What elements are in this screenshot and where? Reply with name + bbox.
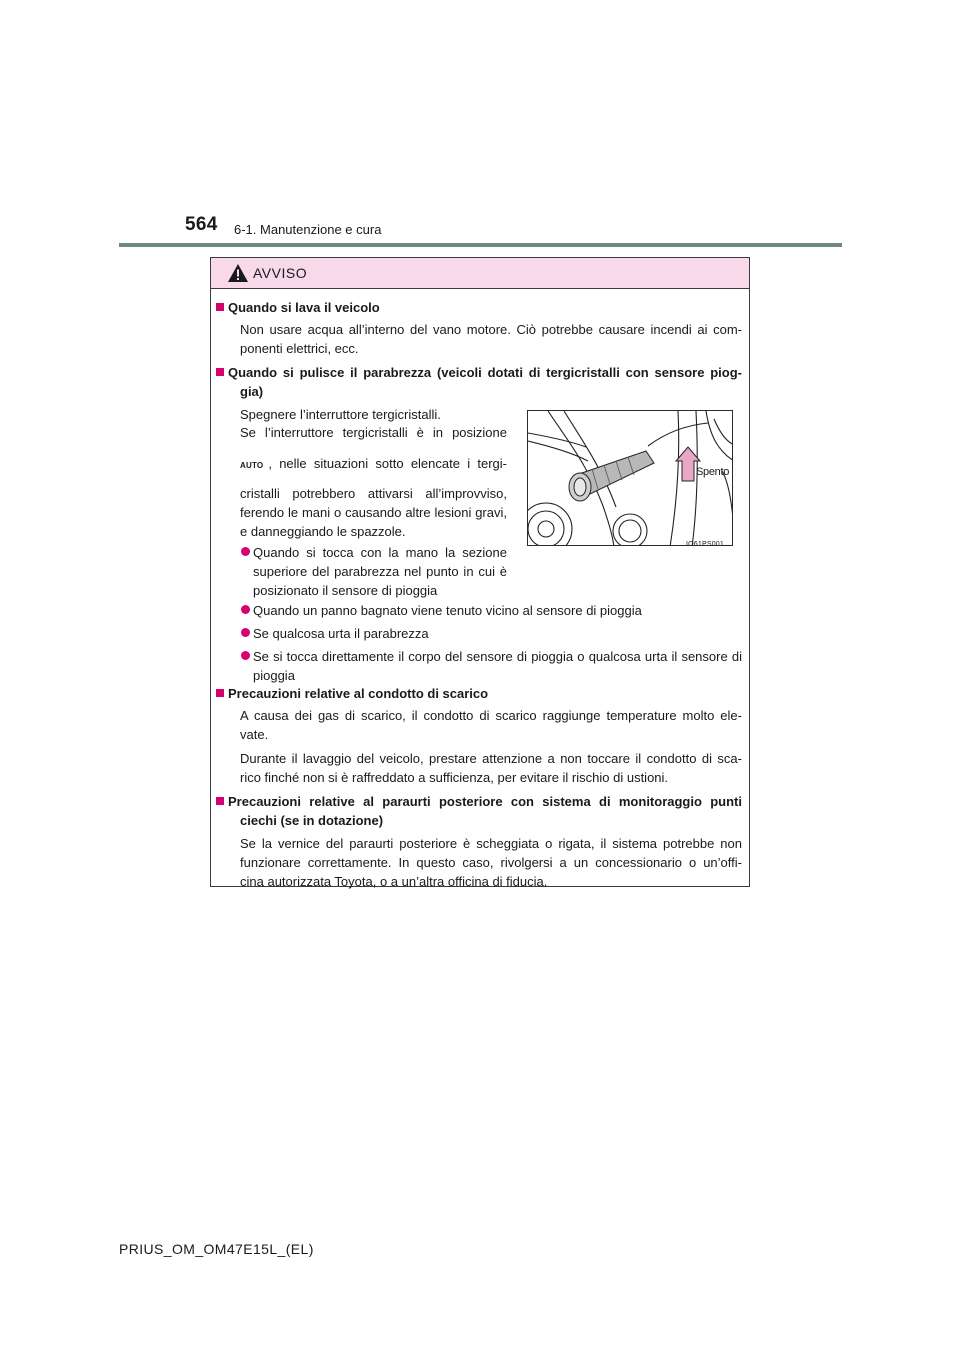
windshield-intro-line-5: ferendo le mani o causando altre lesioni gravi, <box>240 505 507 520</box>
section-heading-windshield-line-1: Quando si pulisce il parabrezza (veicoli dotati di tergicristalli con sensore piog- <box>228 365 742 380</box>
section-heading-windshield-line-2: gia) <box>240 384 264 399</box>
windshield-intro-line-2: Se l’interruttore tergicristalli è in posizione <box>240 425 507 440</box>
bullet-4-line-2: pioggia <box>253 668 295 683</box>
document-code-footer: PRIUS_OM_OM47E15L_(EL) <box>119 1241 314 1257</box>
section-marker <box>216 689 224 697</box>
section-heading-wash: Quando si lava il veicolo <box>228 300 380 315</box>
bullet-marker <box>241 628 250 637</box>
bullet-marker <box>241 651 250 660</box>
section-heading-bumper-line-2: ciechi (se in dotazione) <box>240 813 384 828</box>
warning-triangle-icon <box>227 263 249 283</box>
warning-box <box>210 257 750 887</box>
bullet-4-line-1: Se si tocca direttamente il corpo del sensore di pioggia o qualcosa urta il sensore di <box>253 649 742 664</box>
section-marker <box>216 303 224 311</box>
auto-position-icon: AUTO <box>240 461 264 470</box>
header-rule <box>119 243 842 247</box>
bumper-text-line-1: Se la vernice del paraurti posteriore è scheggiata o rigata, il sistema potrebbe non <box>240 836 742 851</box>
exhaust-para2-line-2: rico finché non si è raffreddato a sufficienza, per evitare il rischio di ustioni. <box>240 770 669 785</box>
section-heading-bumper-line-1: Precauzioni relative al paraurti posteriore con sistema di monitoraggio punti <box>228 794 742 809</box>
exhaust-para2-line-1: Durante il lavaggio del veicolo, prestare attenzione a non toccare il condotto di sca- <box>240 751 742 766</box>
figure-code: IO61PS001 <box>686 541 724 546</box>
bullet-1-line-1: Quando si tocca con la mano la sezione <box>253 545 507 560</box>
windshield-intro-line-3 <box>240 454 507 475</box>
section-marker <box>216 368 224 376</box>
bullet-3-text: Se qualcosa urta il parabrezza <box>253 626 429 641</box>
bumper-text-line-2: funzionare correttamente. In questo caso, rivolgersi a un concessionario o un’offi- <box>240 855 742 870</box>
windshield-intro-line-4: cristalli potrebbero attivarsi all’improvviso, <box>240 486 507 501</box>
section-heading-exhaust: Precauzioni relative al condotto di scarico <box>228 686 489 701</box>
figure-callout-spento: Spento <box>696 466 730 478</box>
exhaust-para1-line-1: A causa dei gas di scarico, il condotto di scarico raggiunge temperature molto ele- <box>240 708 742 723</box>
bullet-2-text: Quando un panno bagnato viene tenuto vicino al sensore di pioggia <box>253 603 642 618</box>
bullet-1-line-2: superiore del parabrezza nel punto in cui è <box>253 564 507 579</box>
page-number: 564 <box>185 214 218 235</box>
bumper-text-line-3: cina autorizzata Toyota, o a un’altra officina di fiducia. <box>240 874 548 889</box>
bullet-marker <box>241 547 250 556</box>
section-title: 6-1. Manutenzione e cura <box>234 222 382 237</box>
windshield-intro-line-3-text: , nelle situazioni sotto elencate i tergi- <box>268 456 507 471</box>
warning-header <box>211 258 749 289</box>
windshield-intro-line-6: e danneggiando le spazzole. <box>240 524 406 539</box>
windshield-intro-line-1: Spegnere l’interruttore tergicristalli. <box>240 407 441 422</box>
exhaust-para1-line-2: vate. <box>240 727 269 742</box>
wash-text-line-1: Non usare acqua all’interno del vano motore. Ciò potrebbe causare incendi ai com- <box>240 322 742 337</box>
section-marker <box>216 797 224 805</box>
wiper-switch-illustration <box>527 410 733 546</box>
wash-text-line-2: ponenti elettrici, ecc. <box>240 341 359 356</box>
bullet-marker <box>241 605 250 614</box>
bullet-1-line-3: posizionato il sensore di pioggia <box>253 583 438 598</box>
warning-content <box>211 288 749 889</box>
warning-title: AVVISO <box>253 265 308 281</box>
